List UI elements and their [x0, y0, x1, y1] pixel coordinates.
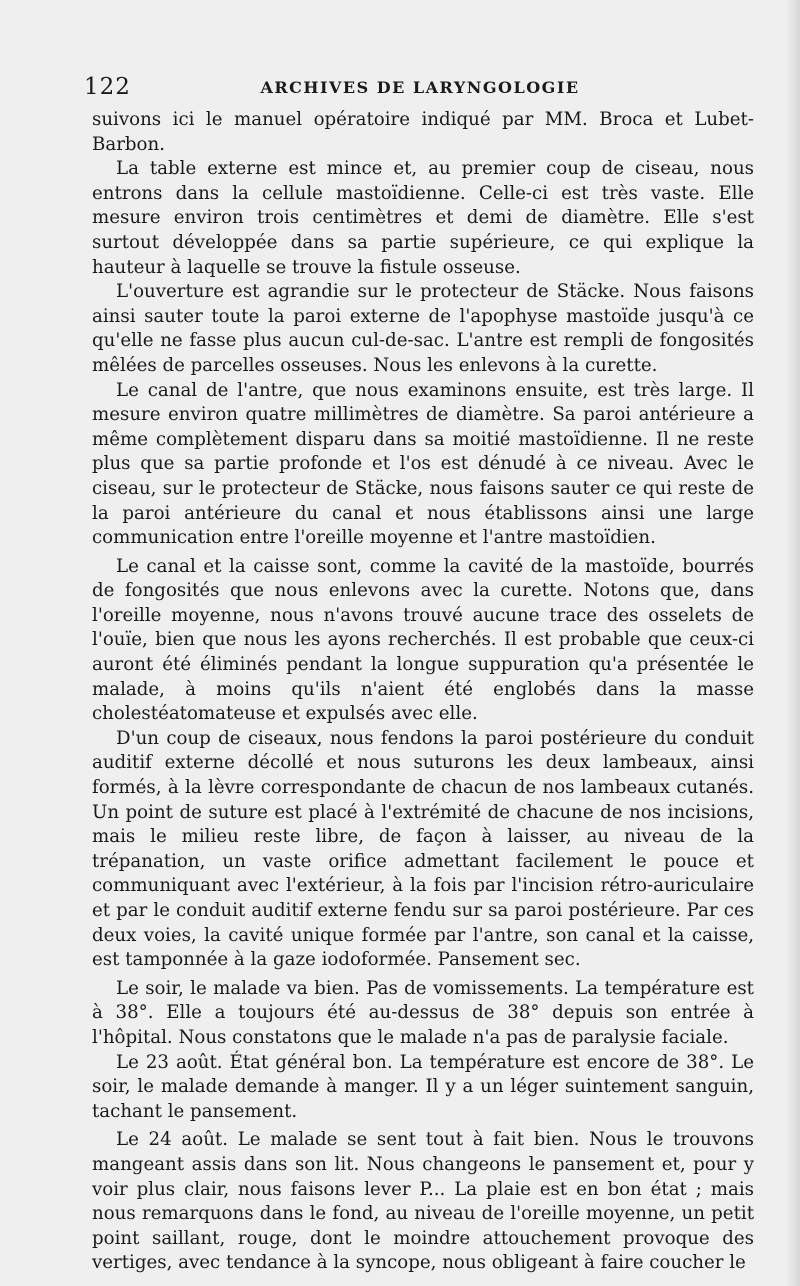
page-gutter-shadow [786, 0, 800, 1286]
page-number: 122 [84, 74, 131, 100]
paragraph: D'un coup de ciseaux, nous fendons la paroi postérieure du conduit auditif externe décollé et nous suturons les deux lambeaux, ainsi formés, à la lèvre correspondante de chacun de nos lambeaux cutanés. Un point de suture est placé à l'extrémité de chacune de nos incisions, mais le milieu reste libre, de façon à laisser, au niveau de la trépanation, un vaste orifice admettant facilement le pouce et communiquant avec l'extérieur, à la fois par l'incision rétro-auriculaire et par le conduit auditif externe fendu sur sa paroi postérieure. Par ces deux voies, la cavité unique formée par l'antre, son canal et la caisse, est tamponnée à la gaze iodoformée. Pansement sec. [92, 727, 754, 971]
paragraph-continuation: suivons ici le manuel opératoire indiqué par MM. Broca et Lubet-Barbon. [92, 109, 754, 155]
paragraph: Le 23 août. État général bon. La température est encore de 38°. Le soir, le malade demande à manger. Il y a un léger suintement sanguin, tachant le pansement. [92, 1051, 754, 1122]
paragraph: La table externe est mince et, au premier coup de ciseau, nous entrons dans la cellule mastoïdienne. Celle-ci est très vaste. Elle mesure environ trois centimètres et demi de diamètre. Elle s'est surtout développée dans sa partie supérieure, ce qui explique la hauteur à laquelle se trouve la fistule osseuse. [92, 158, 754, 278]
page-header [84, 72, 756, 106]
paragraph: L'ouverture est agrandie sur le protecteur de Stäcke. Nous faisons ainsi sauter toute la paroi externe de l'apophyse mastoïde jusqu'à ce qu'elle ne fasse plus aucun cul-de-sac. L'antre est rempli de fongosités mêlées de parcelles osseuses. Nous les enlevons à la curette. [92, 281, 754, 376]
paragraph: Le soir, le malade va bien. Pas de vomissements. La température est à 38°. Elle a toujours été au-dessus de 38° depuis son entrée à l'hôpital. Nous constatons que le malade n'a pas de paralysie faciale. [92, 977, 754, 1048]
body-text [92, 108, 754, 1276]
running-title: ARCHIVES DE LARYNGOLOGIE [260, 78, 580, 97]
paragraph: Le canal de l'antre, que nous examinons ensuite, est très large. Il mesure environ quatre millimètres de diamètre. Sa paroi antérieure a même complètement disparu dans sa moitié mastoïdienne. Il ne reste plus que sa partie profonde et l'os est dénudé à ce niveau. Avec le ciseau, sur le protecteur de Stäcke, nous faisons sauter ce qui reste de la paroi antérieure du canal et nous établissons ainsi une large communication entre l'oreille moyenne et l'antre mastoïdien. [92, 379, 754, 549]
paragraph: Le 24 août. Le malade se sent tout à fait bien. Nous le trouvons mangeant assis dans son lit. Nous changeons le pansement et, pour y voir plus clair, nous faisons lever P... La plaie est en bon état ; mais nous remarquons dans le fond, au niveau de l'oreille moyenne, un petit point saillant, rouge, dont le moindre attouchement provoque des vertiges, avec tendance à la syncope, nous obligeant à faire coucher le [92, 1129, 754, 1274]
paragraph: Le canal et la caisse sont, comme la cavité de la mastoïde, bourrés de fongosités que nous enlevons avec la curette. Notons que, dans l'oreille moyenne, nous n'avons trouvé aucune trace des osselets de l'ouïe, bien que nous les ayons recherchés. Il est probable que ceux-ci auront été éliminés pendant la longue suppuration qu'a présentée le malade, à moins qu'ils n'aient été englobés dans la masse cholestéatomateuse et expulsés avec elle. [92, 555, 754, 725]
